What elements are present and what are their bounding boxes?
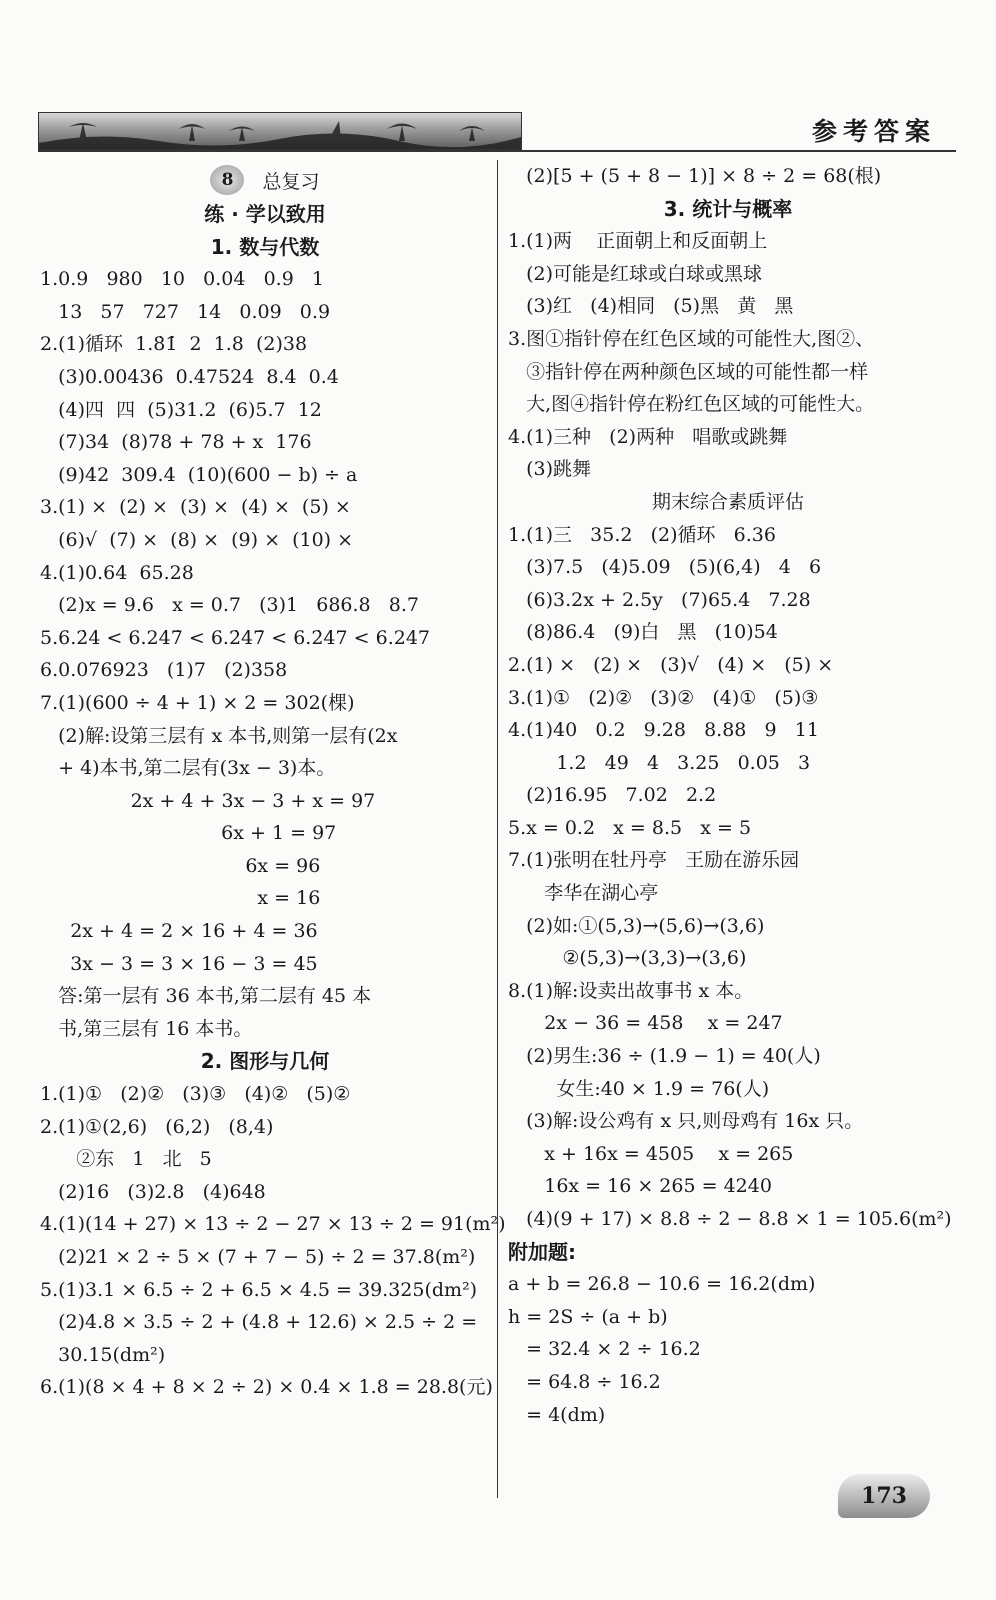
right-answer-line: 李华在湖心亭: [508, 882, 659, 905]
right-answer-line: 2.(1) × (2) × (3)√ (4) × (5) ×: [508, 653, 834, 676]
right-answer-line: = 4(dm): [508, 1403, 606, 1426]
left-answer-line: 3.(1) × (2) × (3) × (4) × (5) ×: [40, 496, 351, 519]
right-answer-line: ②(5,3)→(3,3)→(3,6): [508, 947, 747, 970]
right-answer-line: 4.(1)三种 (2)两种 唱歌或跳舞: [508, 425, 788, 448]
right-answer-line: (4)(9 + 17) × 8.8 ÷ 2 − 8.8 × 1 = 105.6(m²): [508, 1208, 952, 1230]
right-answer-line: 4.(1)40 0.2 9.28 8.88 9 11: [508, 719, 819, 742]
right-answer-line: 附加题:: [508, 1239, 576, 1264]
left-answer-line: (2)解:设第三层有 x 本书,则第一层有(2x: [40, 724, 398, 747]
right-answer-line: 3.(1)① (2)② (3)② (4)① (5)③: [508, 686, 819, 709]
right-answer-line: ③指针停在两种颜色区域的可能性都一样: [508, 360, 869, 383]
right-answer-line: (2)16.95 7.02 2.2: [508, 784, 717, 807]
right-answer-line: (2)男生:36 ÷ (1.9 − 1) = 40(人): [508, 1045, 821, 1068]
right-answer-line: (2)可能是红球或白球或黑球: [508, 262, 763, 285]
left-answer-line: 2x + 4 + 3x − 3 + x = 97: [40, 789, 376, 812]
left-answer-line: 6.0.076923 (1)7 (2)358: [40, 659, 288, 682]
right-answer-lines: [508, 160, 952, 1431]
left-answer-line: 4.(1)(14 + 27) × 13 ÷ 2 − 27 × 13 ÷ 2 = 91(m²): [40, 1213, 506, 1236]
left-answer-line: + 4)本书,第二层有(3x − 3)本。: [40, 757, 336, 780]
page-number-badge: 173: [838, 1474, 930, 1518]
right-answer-line: 3. 统计与概率: [663, 196, 793, 221]
left-answer-line: (3)0.00436 0.47524 8.4 0.4: [40, 365, 339, 388]
header-rule: [38, 150, 956, 152]
left-answer-line: 6x = 96: [40, 854, 321, 877]
left-answer-line: 6.(1)(8 × 4 + 8 × 2 ÷ 2) × 0.4 × 1.8 = 28.8(元): [40, 1376, 493, 1399]
column-divider: [497, 160, 498, 1498]
right-answer-line: = 32.4 × 2 ÷ 16.2: [508, 1338, 701, 1361]
right-answer-line: 16x = 16 × 265 = 4240: [508, 1175, 772, 1198]
left-answer-line: 4.(1)0.64 65.28: [40, 561, 194, 584]
left-answer-line: (2)16 (3)2.8 (4)648: [40, 1180, 266, 1203]
left-answer-line: 13 57 727 14 0.09 0.9: [40, 300, 331, 323]
left-answer-line: 2.(1)循环 1.8̇1̇ 2 1.8 (2)38: [40, 333, 308, 356]
left-answer-line: 5.6.2̇4̇ < 6.247̇ < 6.2̇47̇ < 6.2̇4̇7 < 6.247: [40, 626, 431, 649]
left-answer-line: 1. 数与代数: [210, 234, 320, 259]
left-answer-line: 2.(1)①(2,6) (6,2) (8,4): [40, 1115, 274, 1138]
right-answer-line: (8)86.4 (9)白 黑 (10)54: [508, 621, 778, 644]
right-answer-line: (3)红 (4)相同 (5)黑 黄 黑: [508, 295, 794, 318]
left-answer-line: 3x − 3 = 3 × 16 − 3 = 45: [40, 952, 318, 975]
left-answer-line: 答:第一层有 36 本书,第二层有 45 本: [40, 985, 372, 1008]
right-answer-line: 1.(1)两 正面朝上和反面朝上: [508, 230, 768, 253]
left-column: [40, 162, 506, 1404]
left-answer-line: (9)42 309.4 (10)(600 − b) ÷ a: [40, 463, 358, 486]
right-answer-line: 女生:40 × 1.9 = 76(人): [508, 1077, 770, 1100]
header-title: 参考答案: [811, 117, 936, 146]
right-answer-line: x + 16x = 4505 x = 265: [508, 1142, 794, 1165]
left-answer-line: (6)√ (7) × (8) × (9) × (10) ×: [40, 528, 354, 551]
right-answer-line: 5.x = 0.2 x = 8.5 x = 5: [508, 816, 752, 839]
left-answer-line: 2. 图形与几何: [200, 1049, 330, 1074]
header-banner-image: [38, 112, 522, 150]
left-answer-line: 练 · 学以致用: [204, 202, 326, 226]
right-answer-line: (6)3.2x + 2.5y (7)65.4 7.28: [508, 588, 811, 611]
right-answer-line: 1.2 49 4 3.25 0.05 3: [508, 751, 811, 774]
right-answer-line: (2)[5 + (5 + 8 − 1)] × 8 ÷ 2 = 68(根): [508, 165, 882, 187]
right-answer-line: (3)解:设公鸡有 x 只,则母鸡有 16x 只。: [508, 1110, 864, 1133]
left-answer-line: 7.(1)(600 ÷ 4 + 1) × 2 = 302(棵): [40, 691, 355, 714]
right-answer-line: (2)如:①(5,3)→(5,6)→(3,6): [508, 914, 765, 937]
right-answer-line: (3)7.5 (4)5.09 (5)(6,4) 4 6: [508, 556, 822, 579]
left-answer-line: 5.(1)3.1 × 6.5 ÷ 2 + 6.5 × 4.5 = 39.325(dm²): [40, 1278, 478, 1301]
left-answer-line: 1.0.9 980 10 0.04 0.9 1: [40, 268, 324, 291]
left-answer-line: x = 16: [40, 887, 321, 910]
left-answer-line: 30.15(dm²): [40, 1343, 166, 1366]
left-answer-line: (2)4.8 × 3.5 ÷ 2 + (4.8 + 12.6) × 2.5 ÷ 2 =: [40, 1311, 478, 1334]
right-answer-line: a + b = 26.8 − 10.6 = 16.2(dm): [508, 1273, 816, 1296]
right-answer-line: h = 2S ÷ (a + b): [508, 1305, 668, 1328]
right-answer-line: 3.图①指针停在红色区域的可能性大,图②、: [508, 327, 875, 350]
right-answer-line: 2x − 36 = 458 x = 247: [508, 1012, 783, 1035]
chapter-number-badge: 8: [210, 165, 244, 195]
left-answer-line: ②东 1 北 5: [40, 1148, 212, 1171]
left-answer-line: (7)34 (8)78 + 78 + x 176: [40, 431, 312, 454]
left-answer-line: 书,第三层有 16 本书。: [40, 1017, 253, 1040]
left-answer-lines: [40, 198, 506, 1404]
right-column: [508, 160, 952, 1431]
right-answer-line: 7.(1)张明在牡丹亭 王励在游乐园: [508, 849, 800, 872]
left-answer-line: 2x + 4 = 2 × 16 + 4 = 36: [40, 920, 318, 943]
right-answer-line: (3)跳舞: [508, 458, 592, 481]
chapter-heading: [40, 162, 490, 198]
left-answer-line: (2)21 × 2 ÷ 5 × (7 + 7 − 5) ÷ 2 = 37.8(m²): [40, 1246, 476, 1268]
right-answer-line: 8.(1)解:设卖出故事书 x 本。: [508, 979, 754, 1002]
left-answer-line: (2)x = 9.6 x = 0.7 (3)1 686.8 8.7: [40, 594, 419, 617]
left-answer-line: 6x + 1 = 97: [40, 822, 337, 845]
right-answer-line: 期末综合素质评估: [651, 490, 804, 513]
right-answer-line: = 64.8 ÷ 16.2: [508, 1370, 661, 1393]
left-answer-line: 1.(1)① (2)② (3)③ (4)② (5)②: [40, 1083, 351, 1106]
right-answer-line: 1.(1)三 35.2 (2)循环 6.36: [508, 523, 776, 546]
chapter-title: 总复习: [262, 170, 320, 193]
left-answer-line: (4)四 四 (5)31.2 (6)5.7 12: [40, 398, 322, 421]
right-answer-line: 大,图④指针停在粉红色区域的可能性大。: [508, 393, 875, 416]
